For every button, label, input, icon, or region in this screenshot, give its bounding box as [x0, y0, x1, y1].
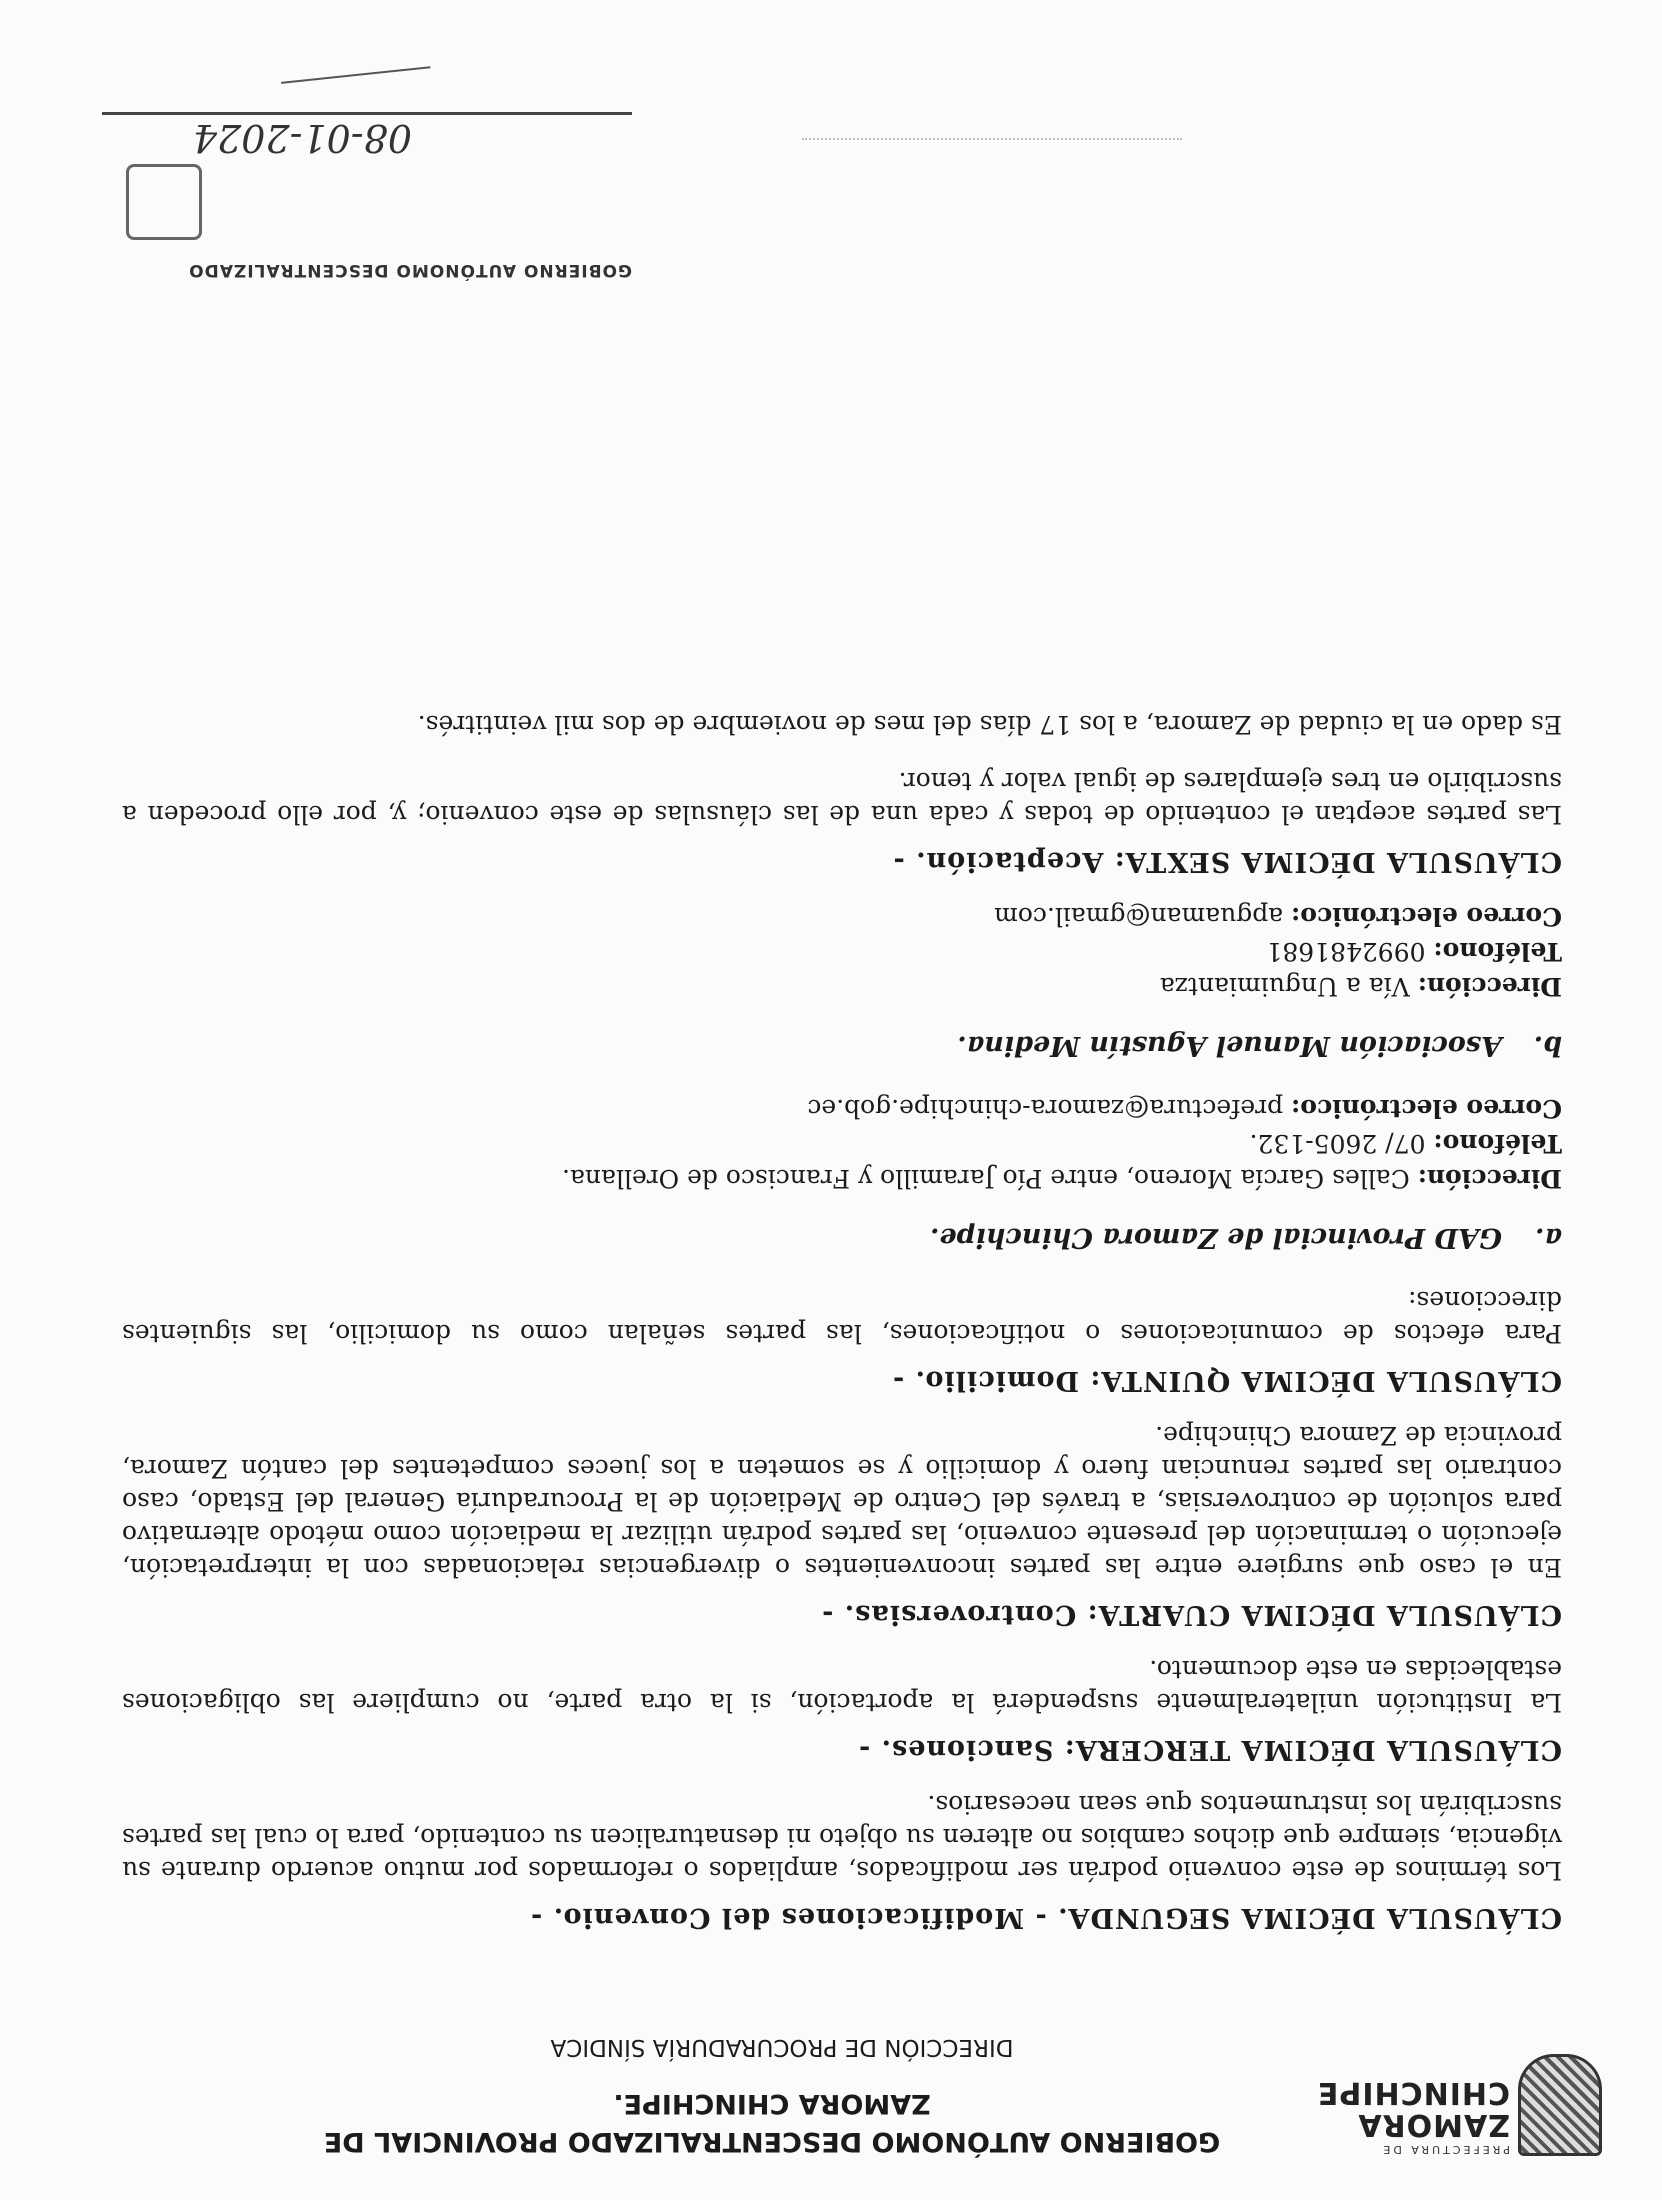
clause-13	[122, 1653, 1562, 1766]
coat-of-arms-icon	[1518, 2054, 1602, 2156]
stamp-date: 08-01-2024	[192, 116, 412, 160]
clause-14	[122, 1419, 1562, 1631]
faint-mark	[802, 120, 1182, 140]
document-body	[122, 708, 1562, 1956]
clause-16	[122, 765, 1562, 878]
party-name: GAD Provincial de Zamora Chinchipe.	[930, 1222, 1502, 1253]
clause-title: CLÁUSULA DÉCIMA SEXTA: Aceptación. -	[892, 846, 1562, 877]
reception-stamp	[72, 70, 632, 280]
closing-statement: Es dado en la ciudad de Zamora, a los 17 días del mes de noviembre de dos mil veintitrés.	[417, 710, 1562, 739]
party-address: Dirección: Vía a Unguimiantza	[1159, 972, 1562, 1001]
stamp-org: GOBIERNO AUTÓNOMO DESCENTRALIZADO	[188, 260, 632, 280]
clause-text: Los términos de este convenio podrán ser modificados, ampliados o reformados por mutuo acuerdo durante su vigencia, siempre que dichos cambios no alteren su objeto ni desnaturalicen su contenido, para lo cual las partes suscribirán los instrumentos que sean necesarios.	[122, 1790, 1562, 1885]
clause-title: CLÁUSULA DÉCIMA SEGUNDA. - Modificaciones del Convenio. -	[530, 1902, 1562, 1933]
clause-title: CLÁUSULA DÉCIMA TERCERA: Sanciones. -	[858, 1734, 1562, 1765]
clause-text: La Institución unilateralmente suspenderá la aportación, si la otra parte, no cumpliere las obligaciones establecidas en este documento.	[122, 1655, 1562, 1717]
letterhead	[62, 2000, 1622, 2160]
government-title: GOBIERNO AUTÓNOMO DESCENTRALIZADO PROVINCIAL DE ZAMORA CHINCHIPE.	[323, 2088, 1221, 2157]
department-name: DIRECCIÓN DE PROCURADURÍA SÍNDICA	[550, 2034, 1014, 2060]
party-a	[122, 1092, 1562, 1254]
logo-line-2: CHINCHIPE	[1316, 2075, 1510, 2110]
clause-15	[122, 1284, 1562, 1397]
clause-12	[122, 1788, 1562, 1934]
party-email: Correo electrónico: apguaman@gmail.com	[994, 902, 1562, 931]
party-letter: b.	[1533, 1030, 1562, 1061]
party-address: Dirección: Calles García Moreno, entre Pío Jaramillo y Francisco de Orellana.	[562, 1164, 1562, 1193]
logo-prefix: PREFECTURA DE	[1380, 2143, 1510, 2156]
clause-text: Para efectos de comunicaciones o notificaciones, las partes señalan como su domicilio, las siguientes direcciones:	[122, 1286, 1562, 1348]
seal-icon	[126, 164, 202, 240]
clause-title: CLÁUSULA DÉCIMA CUARTA: Controversias. -	[821, 1599, 1562, 1630]
clause-text: Las partes aceptan el contenido de todas y cada una de las cláusulas de este convenio; y, por ello proceden a suscribirlo en tres ejemplares de igual valor y tenor.	[122, 767, 1562, 829]
party-name: Asociación Manuel Agustín Medina.	[957, 1030, 1502, 1061]
clause-title: CLÁUSULA DÉCIMA QUINTA: Domicilio. -	[892, 1365, 1562, 1396]
clause-text: En el caso que surgiere entre las partes inconvenientes o divergencias relacionadas con la interpretación, ejecución o terminación del presente convenio, las partes podrán utilizar la mediación como método alternativo para solución de controversias, a través del Centro de Mediación de la Procuraduría General del Estado, caso contrario las partes renuncian fuero y domicilio y se someten a los jueces competentes del cantón Zamora, provincia de Zamora Chinchipe.	[122, 1421, 1562, 1582]
prefecture-logo	[1316, 2040, 1602, 2160]
party-letter: a.	[1535, 1222, 1562, 1253]
party-phone: Teléfono: 0992481681	[1266, 937, 1562, 966]
logo-line-1: ZAMORA	[1357, 2107, 1510, 2142]
party-b	[122, 900, 1562, 1062]
party-email: Correo electrónico: prefectura@zamora-chinchipe.gob.ec	[807, 1094, 1562, 1123]
party-phone: Teléfono: 07/ 2605-132.	[1249, 1129, 1562, 1158]
stamp-divider	[102, 112, 632, 115]
signature-mark	[281, 66, 433, 108]
